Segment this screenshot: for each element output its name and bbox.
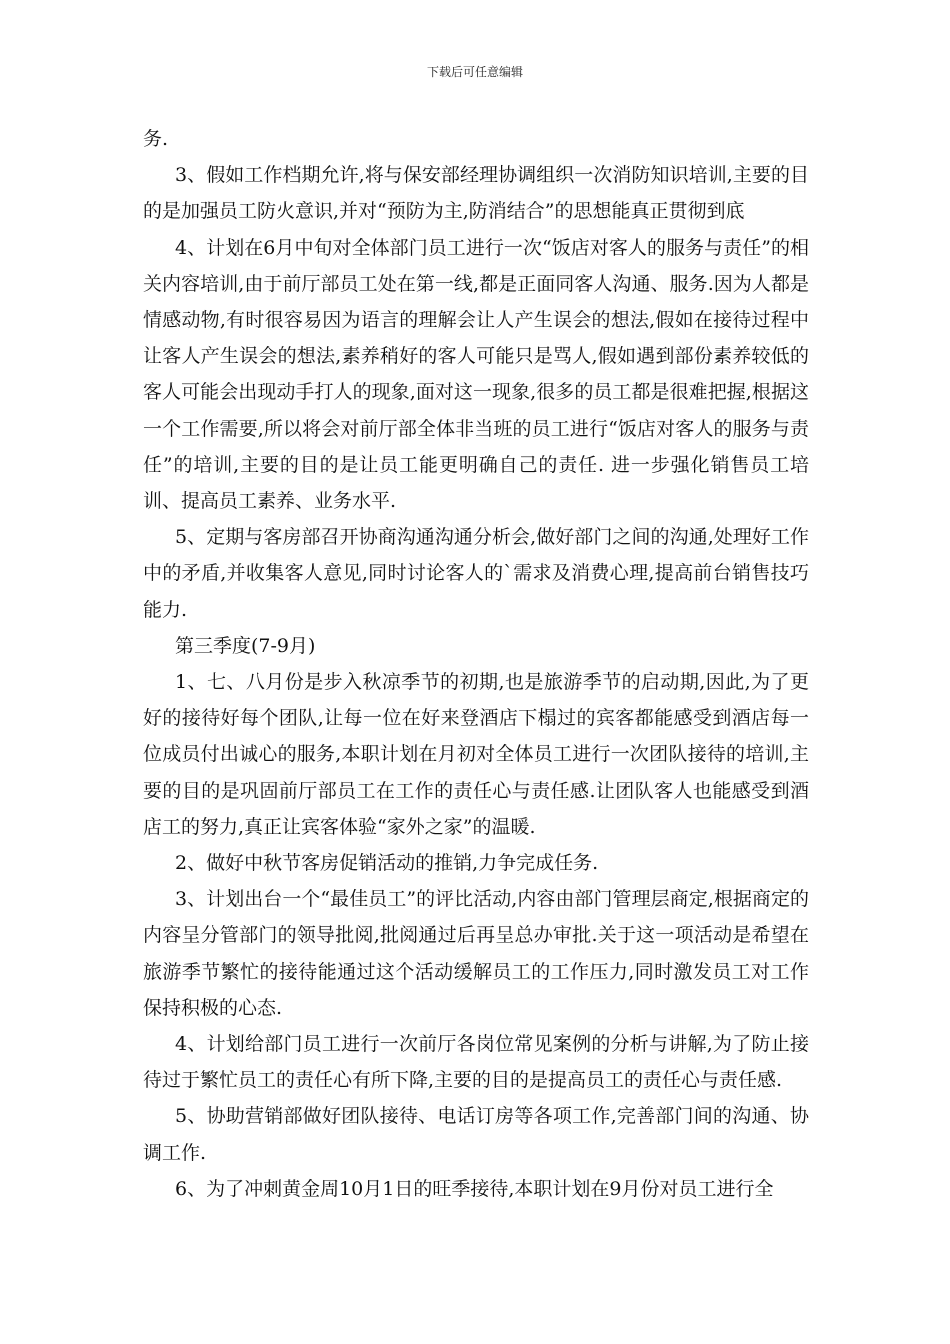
page-header: 下载后可任意编辑 [426,65,523,79]
paragraph-item-housekeeping-meeting: 5、定期与客房部召开协商沟通沟通分析会,做好部门之间的沟通,处理好工作中的矛盾,并收集客人意见,同时讨论客人的`需求及消费心理,提高前台销售技巧能力. [143,526,809,621]
paragraph-item-golden-week: 6、为了冲刺黄金周10月1日的旺季接待,本职计划在9月份对员工进行全 [175,1177,774,1200]
paragraph-continuation: 务. [143,128,169,150]
paragraph-item-mid-autumn: 2、做好中秋节客房促销活动的推销,力争完成任务. [175,852,599,875]
paragraph-item-group-training: 1、七、八月份是步入秋凉季节的初期,也是旅游季节的启动期,因此,为了更好的接待好每个团队,让每一位在好来登酒店下榻过的宾客都能感受到酒店每一位成员付出诚心的服务,本职计划在月初对全体员工进行一次团队接待的培训,主要的目的是巩固前厅部员工在工作的责任心与责任感.让团队客人也能感受到酒店工的努力,真正让宾客体验“家外之家”的温暖. [143,671,809,838]
paragraph-item-service-training: 4、计划在6月中旬对全体部门员工进行一次“饭店对客人的服务与责任”的相关内容培训,由于前厅部员工处在第一线,都是正面同客人沟通、服务.因为人都是情感动物,有时很容易因为语言的理解会让人产生误会的想法,假如在接待过程中让客人产生误会的想法,素养稍好的客人可能只是骂人,假如遇到部份素养较低的客人可能会出现动手打人的现象,面对这一现象,很多的员工都是很难把握,根据这一个工作需要,所以将会对前厅部全体非当班的员工进行“饭店对客人的服务与责任”的培训,主要的目的是让员工能更明确自己的责任. 进一步强化销售员工培训、提高员工素养、业务水平. [143,236,809,513]
paragraph-item-best-employee: 3、计划出台一个“最佳员工”的评比活动,内容由部门管理层商定,根据商定的内容呈分管部门的领导批阅,批阅通过后再呈总办审批.关于这一项活动是希望在旅游季节繁忙的接待能通过这个活动缓解员工的工作压力,同时激发员工对工作保持积极的心态. [143,888,809,1019]
document-body [143,121,809,1207]
paragraph-item-fire-training: 3、假如工作档期允许,将与保安部经理协调组织一次消防知识培训,主要的目的是加强员工防火意识,并对“预防为主,防消结合”的思想能真正贯彻到底 [143,164,809,223]
section-heading-q3: 第三季度(7-9月) [175,634,316,657]
paragraph-item-marketing-support: 5、协助营销部做好团队接待、电话订房等各项工作,完善部门间的沟通、协调工作. [143,1105,809,1164]
paragraph-item-case-analysis: 4、计划给部门员工进行一次前厅各岗位常见案例的分析与讲解,为了防止接待过于繁忙员工的责任心有所下降,主要的目的是提高员工的责任心与责任感. [143,1033,809,1092]
